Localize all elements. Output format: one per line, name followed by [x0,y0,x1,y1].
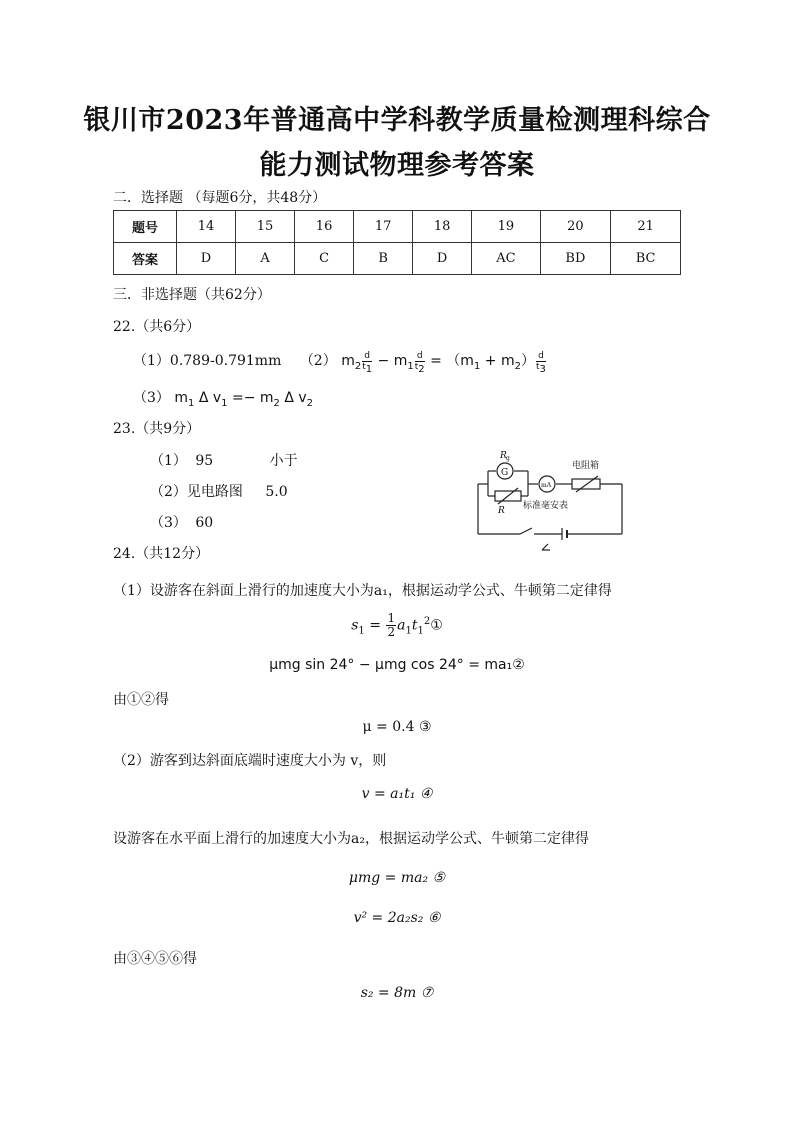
circuit-label-rg-sub: g [506,455,510,462]
table-cell: 14 [177,211,236,243]
q24-eq7: s₂ = 8m ⑦ [360,985,434,1001]
q24-eq1: $s_1$ = $\frac{1}{2}$ $a_1t_1^2①$ [351,611,443,639]
q23-part2-label: （2）见电路图 [150,484,243,500]
table-cell: A [236,243,295,275]
table-row-label: 题号 [114,211,177,243]
q24-from12: 由①②得 [113,692,169,708]
q22-part3 [133,387,313,407]
q23-part1-value: 95 [195,453,214,469]
circuit-label-r: R [498,506,505,516]
circuit-label-rg: R [500,451,507,461]
page-title-line1: 银川市2023年普通高中学科教学质量检测理科综合 [83,105,711,136]
table-cell: B [354,243,413,275]
page-title-line2: 能力测试物理参考答案 [259,150,535,181]
q24-text-2: （2）游客到达斜面底端时速度大小为 v，则 [113,753,387,769]
section-3-heading: 三．非选择题（共62分） [113,287,271,303]
q24-eq4: v = a₁t₁ ④ [361,786,433,802]
q23-part1-compare: 小于 [269,453,298,469]
table-row [114,211,681,243]
q24-eq3: μ = 0.4 ③ [362,719,432,735]
q23-part1-label: （1） [150,453,187,469]
q24-eq5: μmg = ma₂ ⑤ [348,870,446,886]
answer-table [113,210,681,275]
circuit-label-std: 标准毫安表 [523,501,569,511]
q23-part2 [150,481,288,501]
q23-part3 [150,512,213,532]
table-cell: 17 [354,211,413,243]
table-cell: D [413,243,472,275]
table-row-label: 答案 [114,243,177,275]
table-row [114,243,681,275]
table-cell: 19 [472,211,540,243]
circuit-label-ma: mA [541,482,552,489]
q24-eq1-tag: ① [430,617,443,634]
table-cell: BC [611,243,681,275]
q22-part3-label: （3） [133,390,170,406]
q24-heading: 24.（共12分） [113,546,210,562]
table-cell: 16 [295,211,354,243]
q24-from3456: 由③④⑤⑥得 [113,951,197,967]
q22-part2-formula: $m_2$ $\frac{d}{t_1}$ − $m_1$ $\frac{d}{t_2}$ = $(m_1 + m_2)$ $\frac{d}{t_3}$ [341,350,546,375]
switch-icon [520,528,532,534]
circuit-label-g: G [501,468,509,478]
table-cell: C [295,243,354,275]
table-cell: 18 [413,211,472,243]
circuit-label-box: 电阻箱 [572,461,600,471]
q24-eq2: μmg sin 24° − μmg cos 24° = ma₁② [269,657,525,673]
q23-part1 [150,450,298,470]
section-2-heading: 二．选择题 （每题6分，共48分） [113,190,327,206]
q24-text-1: （1）设游客在斜面上滑行的加速度大小为a₁，根据运动学公式、牛顿第二定律得 [113,583,612,599]
q23-part3-label: （3） [150,515,187,531]
q22-heading: 22.（共6分） [113,319,201,335]
q22-part1 [133,350,547,375]
q23-part2-value: 5.0 [265,484,288,500]
q24-eq6: v² = 2a₂s₂ ⑥ [353,910,441,926]
table-cell: D [177,243,236,275]
q24-text-3: 设游客在水平面上滑行的加速度大小为a₂，根据运动学公式、牛顿第二定律得 [113,831,589,847]
q22-part1-text: （1）0.789-0.791mm [133,353,282,369]
table-cell: 15 [236,211,295,243]
q23-part3-value: 60 [195,515,214,531]
table-cell: 21 [611,211,681,243]
circuit-diagram [468,446,632,558]
q22-part3-formula: $m_1$ Δ $v_1 =- m_2$ Δ $v_2$ [174,390,314,409]
table-cell: 20 [540,211,611,243]
table-cell: BD [540,243,611,275]
q23-heading: 23.（共9分） [113,421,201,437]
table-cell: AC [472,243,540,275]
q22-part2-label: （2） [299,353,337,369]
